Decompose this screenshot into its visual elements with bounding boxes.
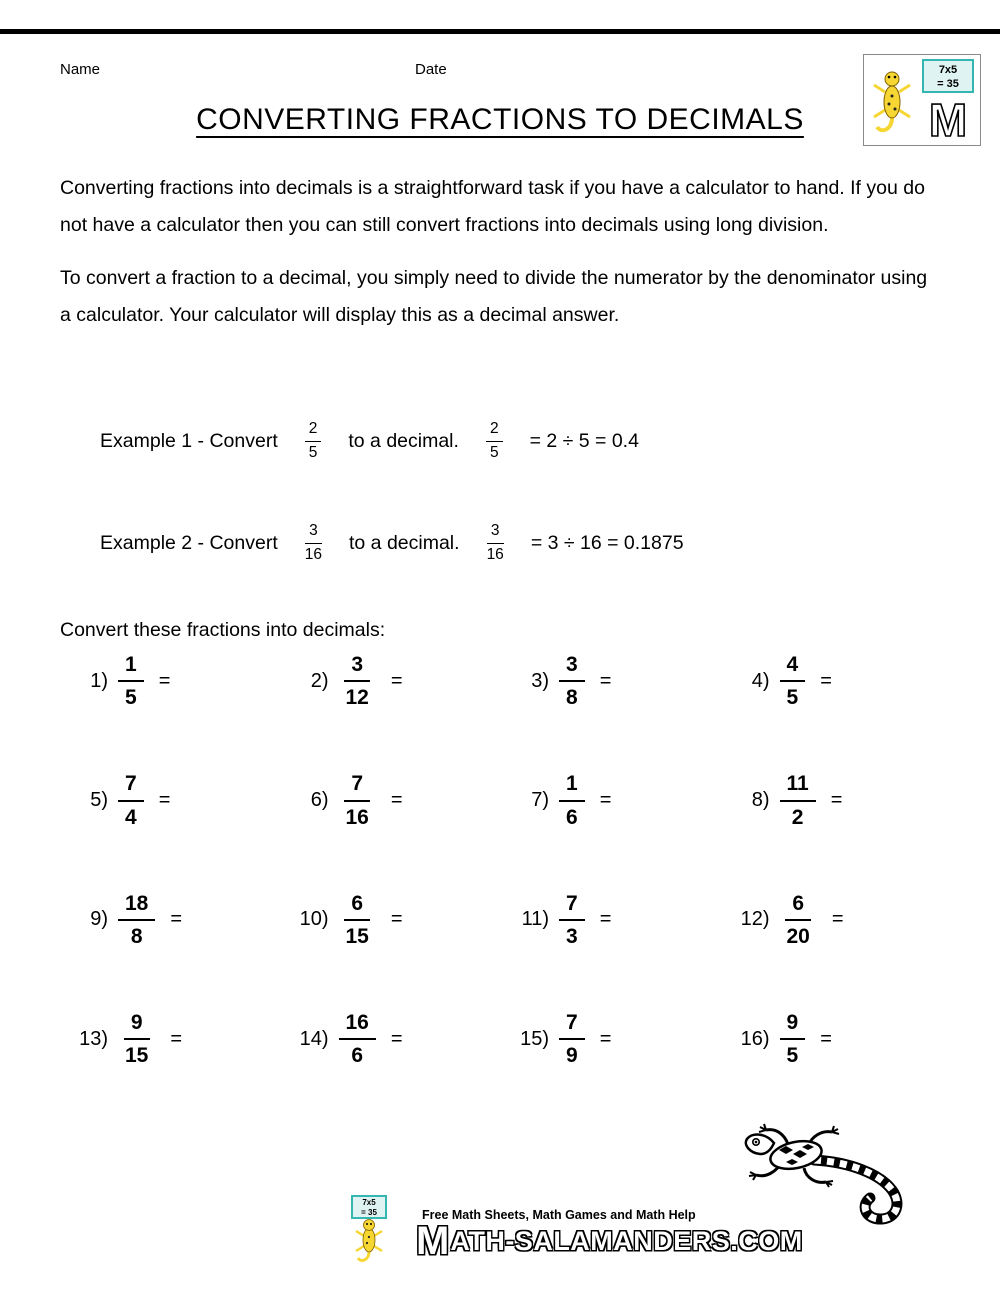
fraction <box>339 652 376 710</box>
fraction-denominator: 6 <box>566 805 578 829</box>
fraction-denominator: 16 <box>304 545 322 563</box>
equals-sign: = <box>390 1027 403 1050</box>
instruction-text: Convert these fractions into decimals: <box>60 619 386 641</box>
fraction-denominator: 15 <box>125 1044 149 1068</box>
fraction-numerator: 9 <box>124 1010 150 1040</box>
equals-sign: = <box>820 1027 832 1050</box>
fraction-numerator: 7 <box>344 771 370 801</box>
fraction <box>118 771 144 829</box>
example-2-result: = 3 ÷ 16 = 0.1875 <box>530 531 684 554</box>
fraction <box>780 891 817 949</box>
fraction-denominator: 20 <box>786 924 810 948</box>
problem-number: 1) <box>90 669 108 692</box>
fraction-numerator: 1 <box>559 771 585 801</box>
problem-number: 12) <box>740 908 770 931</box>
fraction-denominator: 5 <box>489 443 499 461</box>
example-2-middle: to a decimal. <box>349 531 460 554</box>
page-title: CONVERTING FRACTIONS TO DECIMALS <box>196 103 804 136</box>
logo-sign-line1: 7x5 <box>938 64 958 76</box>
fraction <box>780 771 816 829</box>
problem-item-15 <box>501 1010 722 1068</box>
fraction-denominator: 5 <box>308 443 318 461</box>
fraction-numerator: 4 <box>780 652 806 682</box>
fraction <box>118 891 155 949</box>
example-1-prefix: Example 1 - Convert <box>100 429 278 452</box>
logo-m-glyph: M <box>928 94 968 144</box>
fraction-denominator: 9 <box>566 1044 578 1068</box>
equals-sign: = <box>831 908 844 931</box>
problem-number: 8) <box>751 789 770 812</box>
fraction-denominator: 2 <box>791 805 804 829</box>
fraction-numerator: 1 <box>118 652 144 682</box>
example-1 <box>100 420 684 462</box>
problem-number: 11) <box>521 908 549 931</box>
problem-number: 2) <box>310 669 329 692</box>
fraction-denominator: 3 <box>566 924 578 948</box>
problem-number: 9) <box>90 908 108 931</box>
problem-number: 7) <box>531 789 549 812</box>
fraction-denominator: 6 <box>351 1044 364 1068</box>
example-2-prefix: Example 2 - Convert <box>100 531 278 554</box>
problem-item-11 <box>501 891 722 949</box>
intro-paragraph-1: Converting fractions into decimals is a straightforward task if you have a calculator to hand. If you do not have a calculator then you can still convert fractions into decimals using long division. <box>60 177 925 236</box>
problem-number: 4) <box>751 669 770 692</box>
problem-item-5 <box>60 771 281 829</box>
intro-paragraphs <box>60 170 942 334</box>
problem-item-4 <box>722 652 943 710</box>
fraction <box>339 1010 376 1068</box>
equals-sign: = <box>170 1027 183 1050</box>
problem-item-1 <box>60 652 281 710</box>
fraction-denominator: 5 <box>786 686 799 710</box>
equals-sign: = <box>158 789 171 812</box>
problem-number: 10) <box>299 908 329 931</box>
problem-number: 14) <box>299 1027 329 1050</box>
problem-item-14 <box>281 1010 502 1068</box>
fraction-numerator: 7 <box>559 1010 585 1040</box>
problem-item-10 <box>281 891 502 949</box>
footer-text <box>416 1194 803 1271</box>
problem-item-12 <box>722 891 943 949</box>
problems-grid <box>60 652 942 1069</box>
fraction-denominator: 15 <box>345 924 369 948</box>
example-2 <box>100 522 684 564</box>
equals-sign: = <box>599 908 612 931</box>
problem-number: 5) <box>90 789 108 812</box>
fraction-denominator: 8 <box>130 924 143 948</box>
fraction-denominator: 5 <box>786 1044 799 1068</box>
equals-sign: = <box>170 908 183 931</box>
problem-item-13 <box>60 1010 281 1068</box>
fraction <box>780 652 806 710</box>
problem-item-6 <box>281 771 502 829</box>
logo-sign-line2: = 35 <box>937 78 959 90</box>
site-name-line <box>416 1219 803 1263</box>
fraction-numerator: 6 <box>344 891 370 921</box>
footer <box>330 1194 803 1271</box>
fraction-denominator: 5 <box>125 686 137 710</box>
problem-item-9 <box>60 891 281 949</box>
footer-logo-sign-line1: 7x5 <box>362 1198 376 1207</box>
fraction-denominator: 4 <box>125 805 137 829</box>
example-1-middle: to a decimal. <box>348 429 459 452</box>
equals-sign: = <box>599 669 612 692</box>
example-1-result: = 2 ÷ 5 = 0.4 <box>529 429 639 452</box>
footer-m-logo-icon: M <box>416 1219 450 1263</box>
problem-item-3 <box>501 652 722 710</box>
equals-sign: = <box>390 908 403 931</box>
fraction-numerator: 6 <box>785 891 811 921</box>
fraction <box>780 1010 806 1068</box>
problem-number: 15) <box>520 1027 549 1050</box>
fraction-numerator: 3 <box>344 652 370 682</box>
fraction-denominator: 12 <box>345 686 369 710</box>
equals-sign: = <box>599 1027 612 1050</box>
fraction-denominator: 16 <box>486 545 504 563</box>
example-2-result-fraction <box>487 522 504 564</box>
fraction <box>559 891 585 949</box>
equals-sign: = <box>820 669 832 692</box>
equals-sign: = <box>599 789 612 812</box>
equals-sign: = <box>830 789 843 812</box>
fraction-numerator: 9 <box>780 1010 806 1040</box>
site-name: ATH-SALAMANDERS.COM <box>450 1226 803 1256</box>
fraction <box>118 652 144 710</box>
problem-number: 16) <box>740 1027 770 1050</box>
fraction-denominator: 8 <box>566 686 578 710</box>
fraction-denominator: 16 <box>345 805 369 829</box>
examples-section <box>100 420 684 564</box>
fraction-numerator: 3 <box>487 522 504 544</box>
example-2-fraction <box>305 522 322 564</box>
equals-sign: = <box>390 789 403 812</box>
fraction <box>118 1010 155 1068</box>
fraction-numerator: 18 <box>118 891 155 921</box>
footer-logo-sign-line2: = 35 <box>361 1208 377 1217</box>
fraction-numerator: 11 <box>780 771 816 801</box>
problem-item-16 <box>722 1010 943 1068</box>
date-label: Date <box>415 61 447 78</box>
fraction-numerator: 7 <box>559 891 585 921</box>
intro-paragraph-2: To convert a fraction to a decimal, you simply need to divide the numerator by the denominator using a calculator. Your calculator will display this as a decimal answer. <box>60 267 928 326</box>
salamander-icon <box>356 1220 382 1261</box>
problem-number: 6) <box>310 789 329 812</box>
example-1-fraction <box>305 420 322 462</box>
fraction <box>559 771 585 829</box>
fraction <box>339 771 376 829</box>
equals-sign: = <box>390 669 403 692</box>
fraction-numerator: 3 <box>305 522 322 544</box>
problem-number: 3) <box>531 669 549 692</box>
fraction-numerator: 2 <box>305 420 322 442</box>
problem-item-2 <box>281 652 502 710</box>
fraction <box>559 1010 585 1068</box>
top-divider <box>0 29 1000 34</box>
fraction-numerator: 3 <box>559 652 585 682</box>
footer-logo <box>330 1194 408 1271</box>
fraction <box>559 652 585 710</box>
fraction-numerator: 7 <box>118 771 144 801</box>
footer-tagline: Free Math Sheets, Math Games and Math Help <box>422 1208 696 1222</box>
fraction-numerator: 16 <box>339 1010 376 1040</box>
problem-number: 13) <box>79 1027 108 1050</box>
problem-item-8 <box>722 771 943 829</box>
equals-sign: = <box>158 669 171 692</box>
problem-item-7 <box>501 771 722 829</box>
fraction <box>339 891 376 949</box>
example-1-result-fraction <box>486 420 503 462</box>
name-label: Name <box>60 61 101 78</box>
fraction-numerator: 2 <box>486 420 503 442</box>
